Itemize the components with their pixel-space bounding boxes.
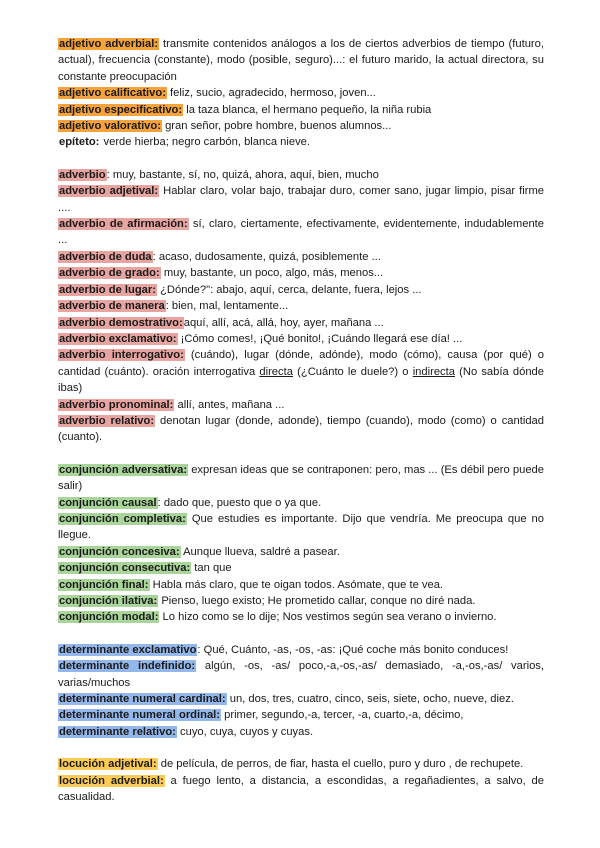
term-label: adverbio exclamativo: [59,332,177,345]
section-determinantes [58,642,544,740]
definition-text: transmite contenidos análogos a los de ciertos adverbios de tiempo (futuro, actual), frecuencia (constante), modo (posible, seguro)...: el futuro marido, la actual directora, su constante preocupación [58,38,544,83]
underlined-word-indirecta: indirecta [412,365,455,378]
term-label: adjetivo valorativo: [59,120,161,133]
definition-text: de película, de perros, de fiar, hasta el cuello, puro y duro , de rechupete. [157,758,524,771]
definition-text: (No sabía dónde ibas) [58,365,544,395]
definition-text: Hablar claro, volar bajo, trabajar duro, comer sano, jugar limpio, pisar firme .... [58,185,544,214]
definition-text: Pienso, luego existo; He prometido callar, conque no diré nada. [158,595,476,607]
entry-adverbio-adjetival [58,183,544,216]
section-locuciones [58,756,544,805]
entry-locucion-adverbial [58,773,544,806]
definition-text: verde hierba; negro carbón, blanca nieve. [100,136,310,149]
term-label: epíteto: [59,136,100,149]
section-gap [58,446,544,462]
term-label: adverbio de duda [59,250,152,263]
definition-text: : bien, mal, lentamente... [165,300,289,313]
term-label: adverbio de manera [59,300,165,313]
entry-conjuncion-ilativa [58,593,544,609]
term-label: conjunción concesiva: [59,545,180,558]
entry-adjetivo-especificativo [58,102,544,118]
term-label: adverbio de grado: [59,267,160,280]
definition-text: : dado que, puesto que o ya que. [157,496,322,509]
entry-adverbio-interrogativo [58,347,544,396]
term-label: adjetivo especificativo: [59,103,183,116]
entry-adjetivo-valorativo [58,118,544,134]
term-label: conjunción adversativa: [59,463,188,476]
term-label: adverbio demostrativo: [59,316,183,329]
entry-adverbio-de-manera [58,298,544,314]
definition-text: Lo hizo como se lo dije; Nos vestimos según sea verano o invierno. [159,611,497,624]
entry-determinante-numeral-ordinal [58,707,544,723]
definition-text: cuyo, cuya, cuyos y cuyas. [176,725,314,738]
glossary-page [58,36,544,805]
definition-text: : acaso, dudosamente, quizá, posiblemente ... [152,250,381,263]
term-label: locución adjetival: [59,758,157,771]
definition-text: tan que [191,562,232,575]
entry-conjuncion-causal [58,495,544,511]
definition-text: aquí, allí, acá, allá, hoy, ayer, mañana ... [183,316,384,329]
entry-determinante-numeral-cardinal [58,691,544,707]
term-label: adjetivo calificativo: [59,87,166,100]
term-label: adverbio relativo: [59,414,155,427]
term-label: conjunción completiva: [59,512,186,525]
entry-adverbio [58,167,544,183]
definition-text: : Qué, Cuánto, -as, -os, -as: ¡Qué coche más bonito conduces! [197,643,509,656]
definition-text: Que estudies es importante. Dijo que vendría. Me preocupa que no llegue. [58,512,544,542]
term-label: determinante numeral ordinal: [59,709,221,722]
entry-conjuncion-final [58,577,544,593]
term-label: conjunción final: [59,578,149,591]
entry-adjetivo-adverbial [58,36,544,85]
entry-determinante-exclamativo [58,642,544,658]
term-label: adverbio pronominal: [59,398,174,411]
entry-adverbio-demostrativo [58,315,544,331]
term-label: adverbio adjetival: [59,185,159,198]
term-label: locución adverbial: [59,774,164,787]
term-label: adverbio [59,168,106,181]
definition-text: ¿Dónde?": abajo, aquí, cerca, delante, fuera, lejos ... [156,283,422,296]
definition-text: gran señor, pobre hombre, buenos alumnos... [161,120,392,133]
entry-adverbio-de-afirmacion [58,216,544,249]
entry-conjuncion-adversativa [58,462,544,495]
entry-determinante-relativo [58,724,544,740]
entry-conjuncion-modal [58,609,544,625]
term-label: determinante numeral cardinal: [59,693,226,706]
entry-adverbio-de-grado [58,265,544,281]
term-label: adverbio interrogativo: [59,349,184,362]
term-label: adjetivo adverbial: [59,38,159,50]
definition-text: Habla más claro, que te oigan todos. Asómate, que te vea. [149,578,444,591]
entry-conjuncion-completiva [58,511,544,544]
definition-text: primer, segundo,-a, tercer, -a, cuarto,-a, décimo, [221,709,464,722]
entry-adverbio-relativo [58,413,544,446]
entry-conjuncion-concesiva [58,544,544,560]
definition-text: (¿Cuánto le duele?) o [292,365,413,378]
underlined-word-directa: directa [259,365,293,378]
section-gap [58,151,544,167]
definition-text: Aunque llueva, saldré a pasear. [180,545,340,558]
entry-locucion-adjetival [58,756,544,772]
term-label: determinante exclamativo [59,643,197,656]
term-label: conjunción ilativa: [59,595,158,607]
definition-text: algún, -os, -as/ poco,-a,-os,-as/ demasiado, -a,-os,-as/ varios, varias/muchos [58,660,545,689]
definition-text: a fuego lento, a distancia, a escondidas, a regañadientes, a salvo, de casualidad. [58,774,544,804]
definition-text: allí, antes, mañana ... [174,398,285,411]
definition-text: un, dos, tres, cuatro, cinco, seis, siete, ocho, nueve, diez. [226,693,514,706]
definition-text: (cuándo), lugar (dónde, adónde), modo (cómo), causa (por qué) o cantidad (cuánto). oración interrogativa [58,349,544,378]
section-gap [58,740,544,756]
term-label: conjunción consecutiva: [59,562,191,575]
section-conjunciones [58,462,544,626]
section-adverbios [58,167,544,446]
term-label: determinante relativo: [59,725,176,738]
definition-text: la taza blanca, el hermano pequeño, la niña rubia [183,103,432,116]
term-label: conjunción causal [59,496,157,509]
section-gap [58,626,544,642]
entry-epiteto [58,134,544,150]
term-label: adverbio de afirmación: [59,218,188,231]
term-label: determinante indefinido: [59,660,196,673]
term-label: conjunción modal: [59,611,159,624]
definition-text: ¡Cómo comes!, ¡Qué bonito!, ¡Cuándo llegará ese día! ... [177,332,463,345]
entry-determinante-indefinido [58,658,544,691]
definition-text: : muy, bastante, sí, no, quizá, ahora, aquí, bien, mucho [106,168,379,181]
section-adjetivos [58,36,544,151]
entry-adjetivo-calificativo [58,85,544,101]
term-label: adverbio de lugar: [59,283,156,296]
definition-text: denotan lugar (donde, adonde), tiempo (cuando), modo (como) o cantidad (cuanto). [58,414,544,444]
definition-text: expresan ideas que se contraponen: pero, mas ... (Es débil pero puede salir) [58,463,544,493]
definition-text: feliz, sucio, agradecido, hermoso, joven... [166,87,376,100]
entry-conjuncion-consecutiva [58,560,544,576]
entry-adverbio-exclamativo [58,331,544,347]
definition-text: sí, claro, ciertamente, efectivamente, evidentemente, indudablemente ... [58,218,544,247]
entry-adverbio-pronominal [58,397,544,413]
definition-text: muy, bastante, un poco, algo, más, menos... [160,267,384,280]
entry-adverbio-de-duda [58,249,544,265]
entry-adverbio-de-lugar [58,282,544,298]
